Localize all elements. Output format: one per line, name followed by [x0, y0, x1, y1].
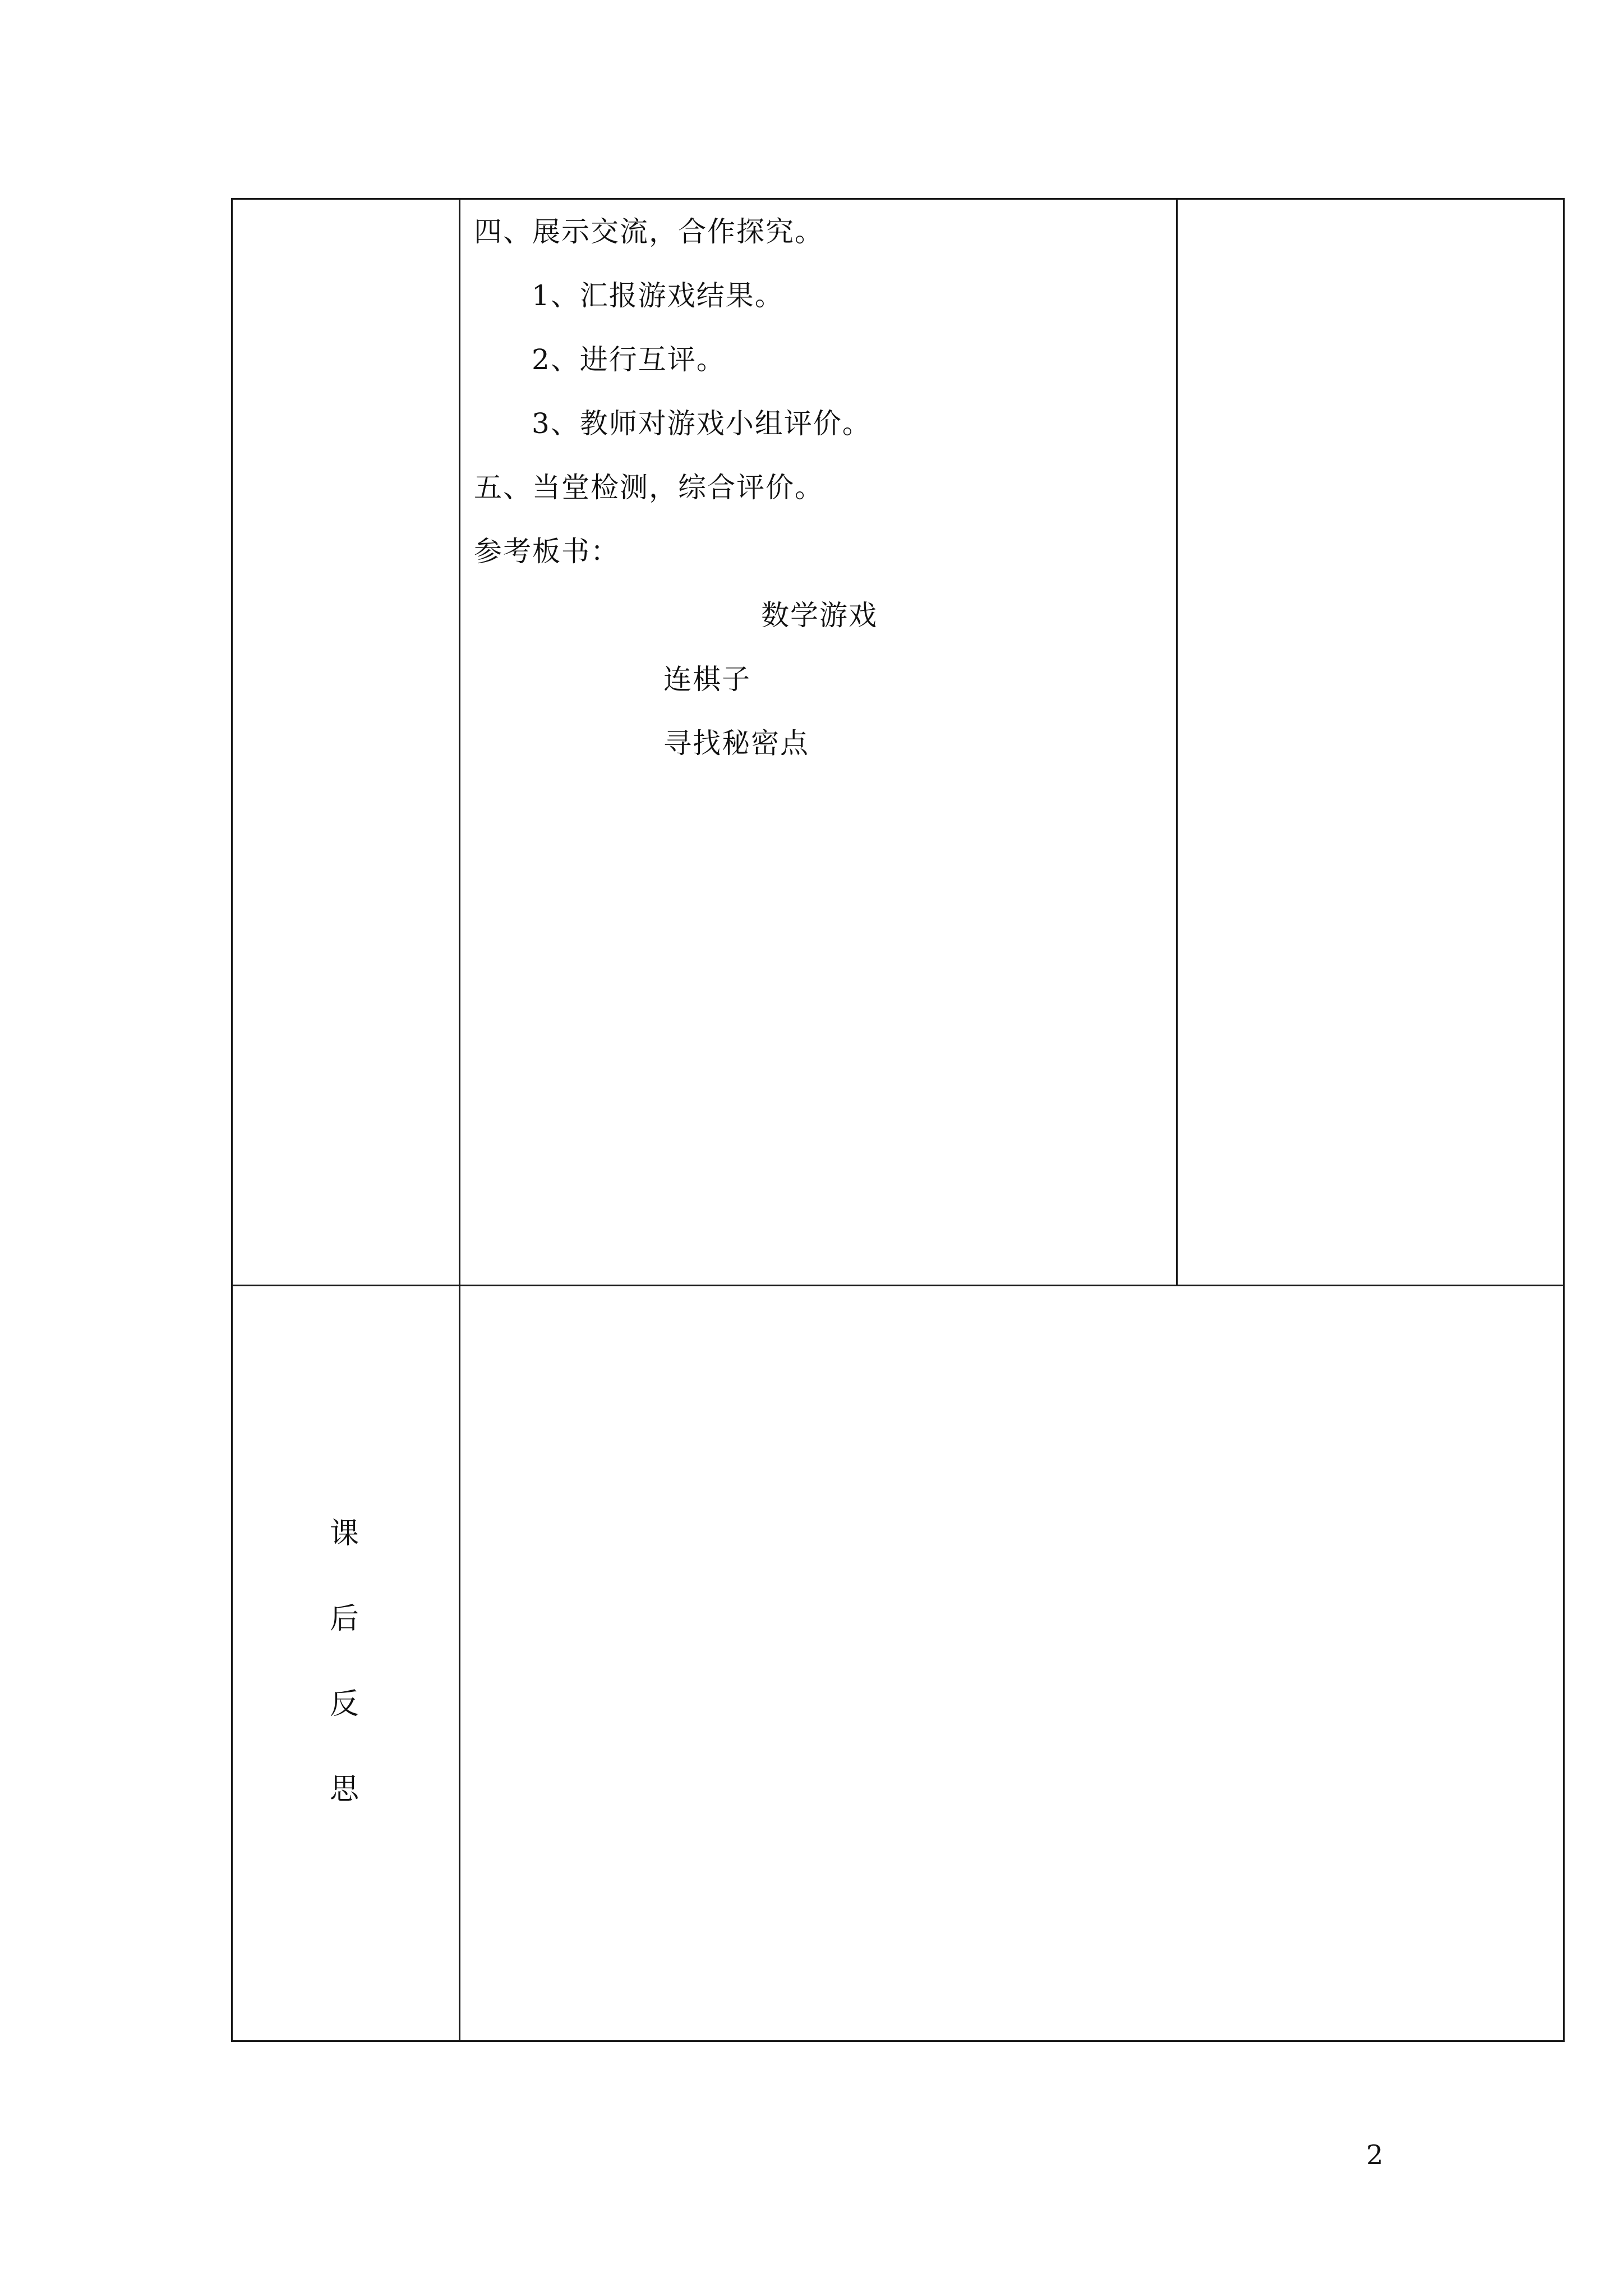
section-four-heading: 四、展示交流，合作探究。	[474, 215, 824, 248]
reflection-label-char-3: 反	[329, 1687, 359, 1721]
board-plan-label: 参考板书：	[474, 535, 620, 568]
section-five-heading: 五、当堂检测，综合评价。	[474, 471, 824, 504]
table-border-right	[1563, 198, 1565, 2042]
board-item-connect-pieces: 连棋子	[663, 663, 751, 696]
board-title: 数学游戏	[761, 599, 878, 632]
table-border-left	[231, 198, 233, 2042]
reflection-label-char-4: 思	[329, 1773, 359, 1806]
table-border-bottom	[231, 2040, 1565, 2042]
table-column-divider-2	[1176, 198, 1178, 1286]
reflection-content-area	[460, 1286, 1563, 2040]
step-peer-review: 2、进行互评。	[532, 343, 726, 376]
step-report-results: 1、汇报游戏结果。	[532, 279, 784, 312]
page-number: 2	[1366, 2139, 1384, 2171]
reflection-label-char-2: 后	[329, 1602, 359, 1636]
board-item-find-secret-point: 寻找秘密点	[663, 727, 809, 760]
table-border-top	[231, 198, 1565, 200]
reflection-label-char-1: 课	[329, 1517, 359, 1550]
step-teacher-evaluation: 3、教师对游戏小组评价。	[532, 407, 872, 440]
